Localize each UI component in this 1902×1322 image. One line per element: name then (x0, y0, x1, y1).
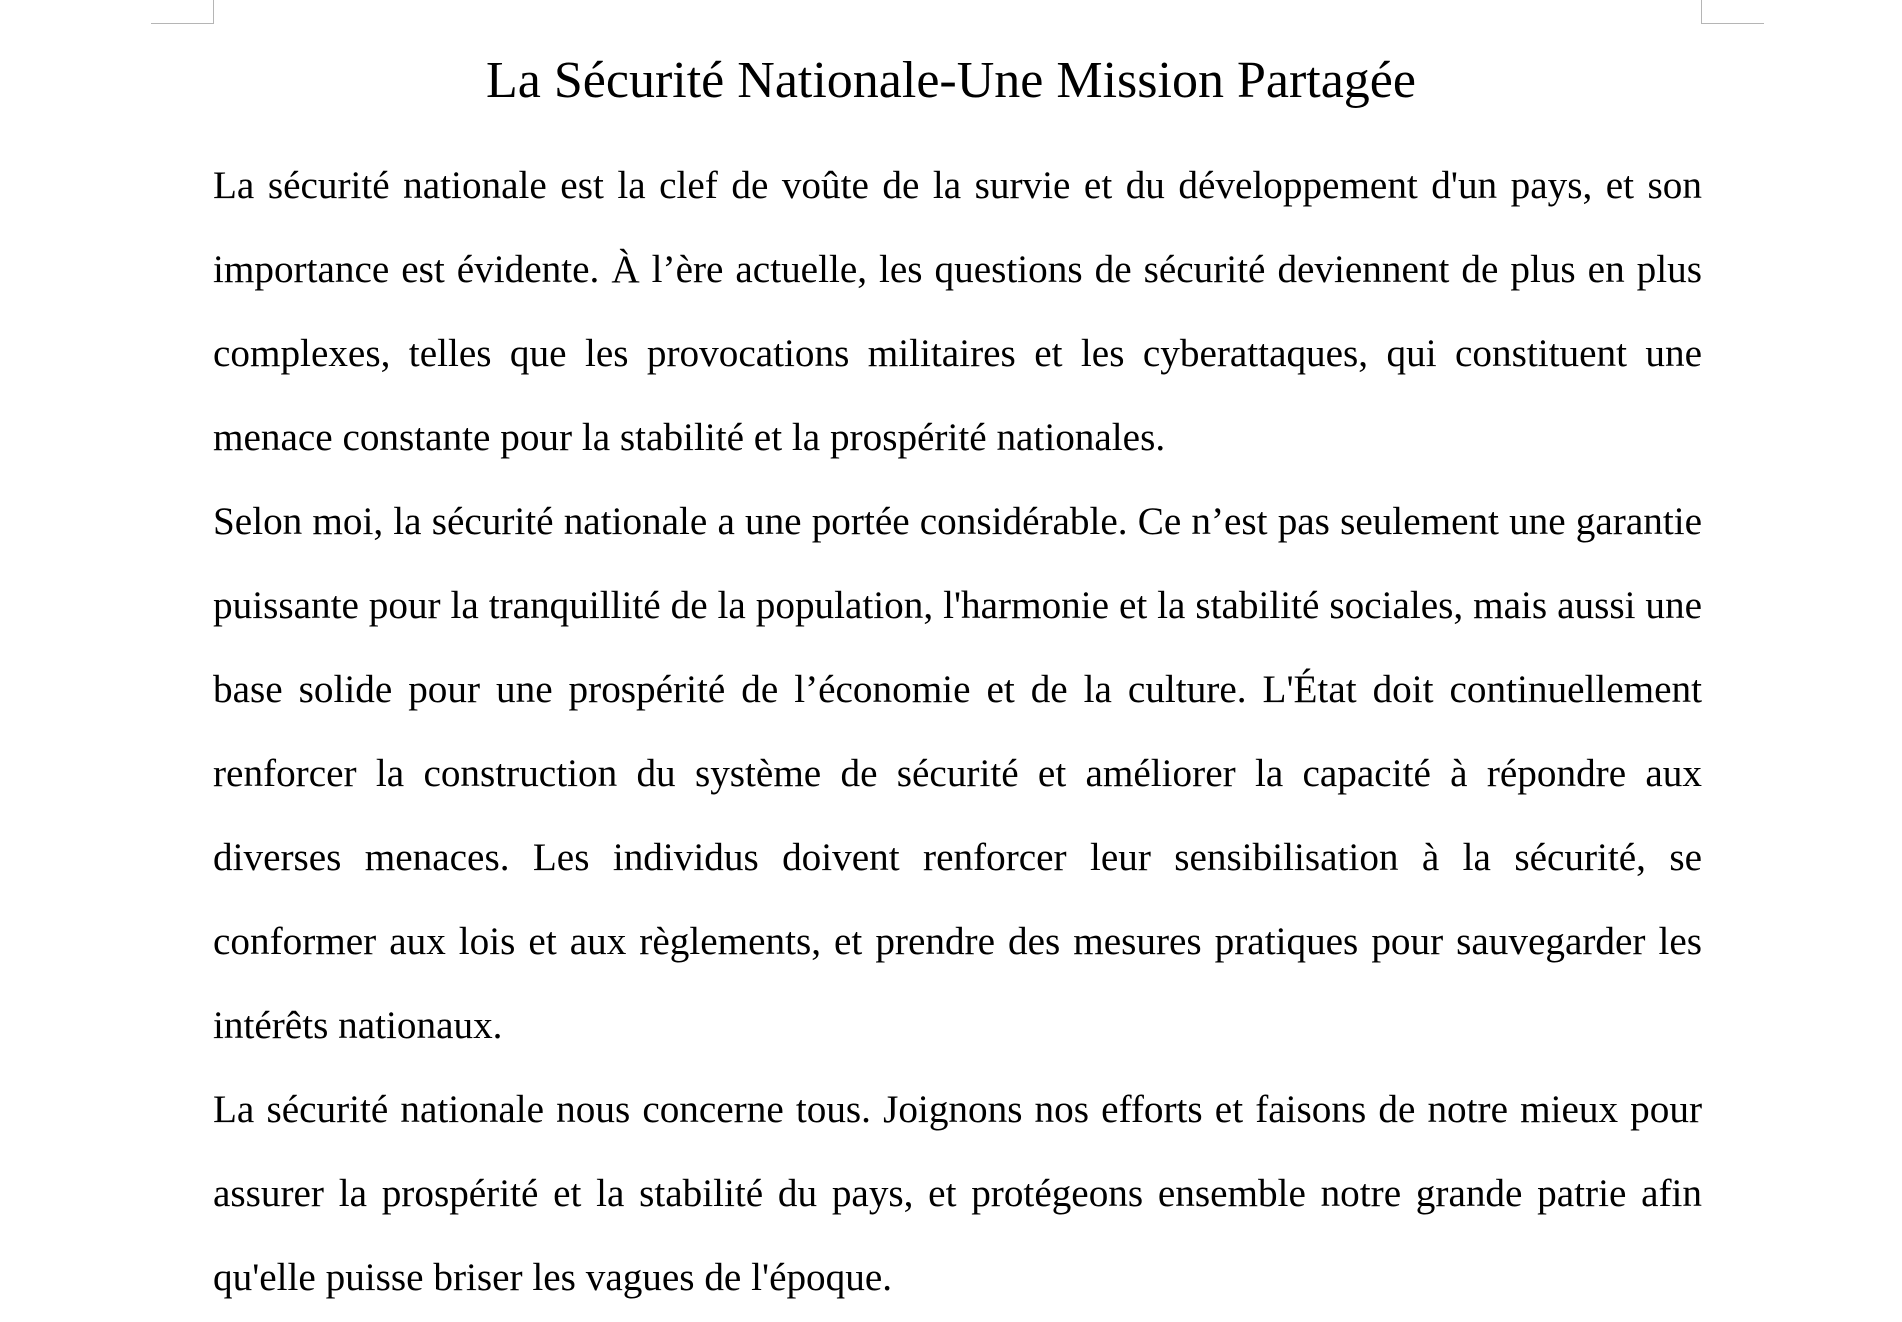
margin-corner-mark-top-right (1701, 0, 1764, 24)
document-body (213, 144, 1702, 1320)
document-title: La Sécurité Nationale-Une Mission Partagée (486, 52, 1416, 109)
paragraph-3: La sécurité nationale nous concerne tous. Joignons nos efforts et faisons de notre mieux pour assurer la prospérité et la stabilité du pays, et protégeons ensemble notre grande patrie afin qu'elle puisse briser les vagues de l'époque. (213, 1088, 1702, 1299)
margin-corner-mark-top-left (151, 0, 214, 24)
paragraph-1: La sécurité nationale est la clef de voûte de la survie et du développement d'un pays, et son importance est évidente. À l’ère actuelle, les questions de sécurité deviennent de plus en plus complexes, telles que les provocations militaires et les cyberattaques, qui constituent une menace constante pour la stabilité et la prospérité nationales. (213, 164, 1702, 459)
paragraph-2: Selon moi, la sécurité nationale a une portée considérable. Ce n’est pas seulement une garantie puissante pour la tranquillité de la population, l'harmonie et la stabilité sociales, mais aussi une base solide pour une prospérité de l’économie et de la culture. L'État doit continuellement renforcer la construction du système de sécurité et améliorer la capacité à répondre aux diverses menaces. Les individus doivent renforcer leur sensibilisation à la sécurité, se conformer aux lois et aux règlements, et prendre des mesures pratiques pour sauvegarder les intérêts nationaux. (213, 500, 1702, 1047)
